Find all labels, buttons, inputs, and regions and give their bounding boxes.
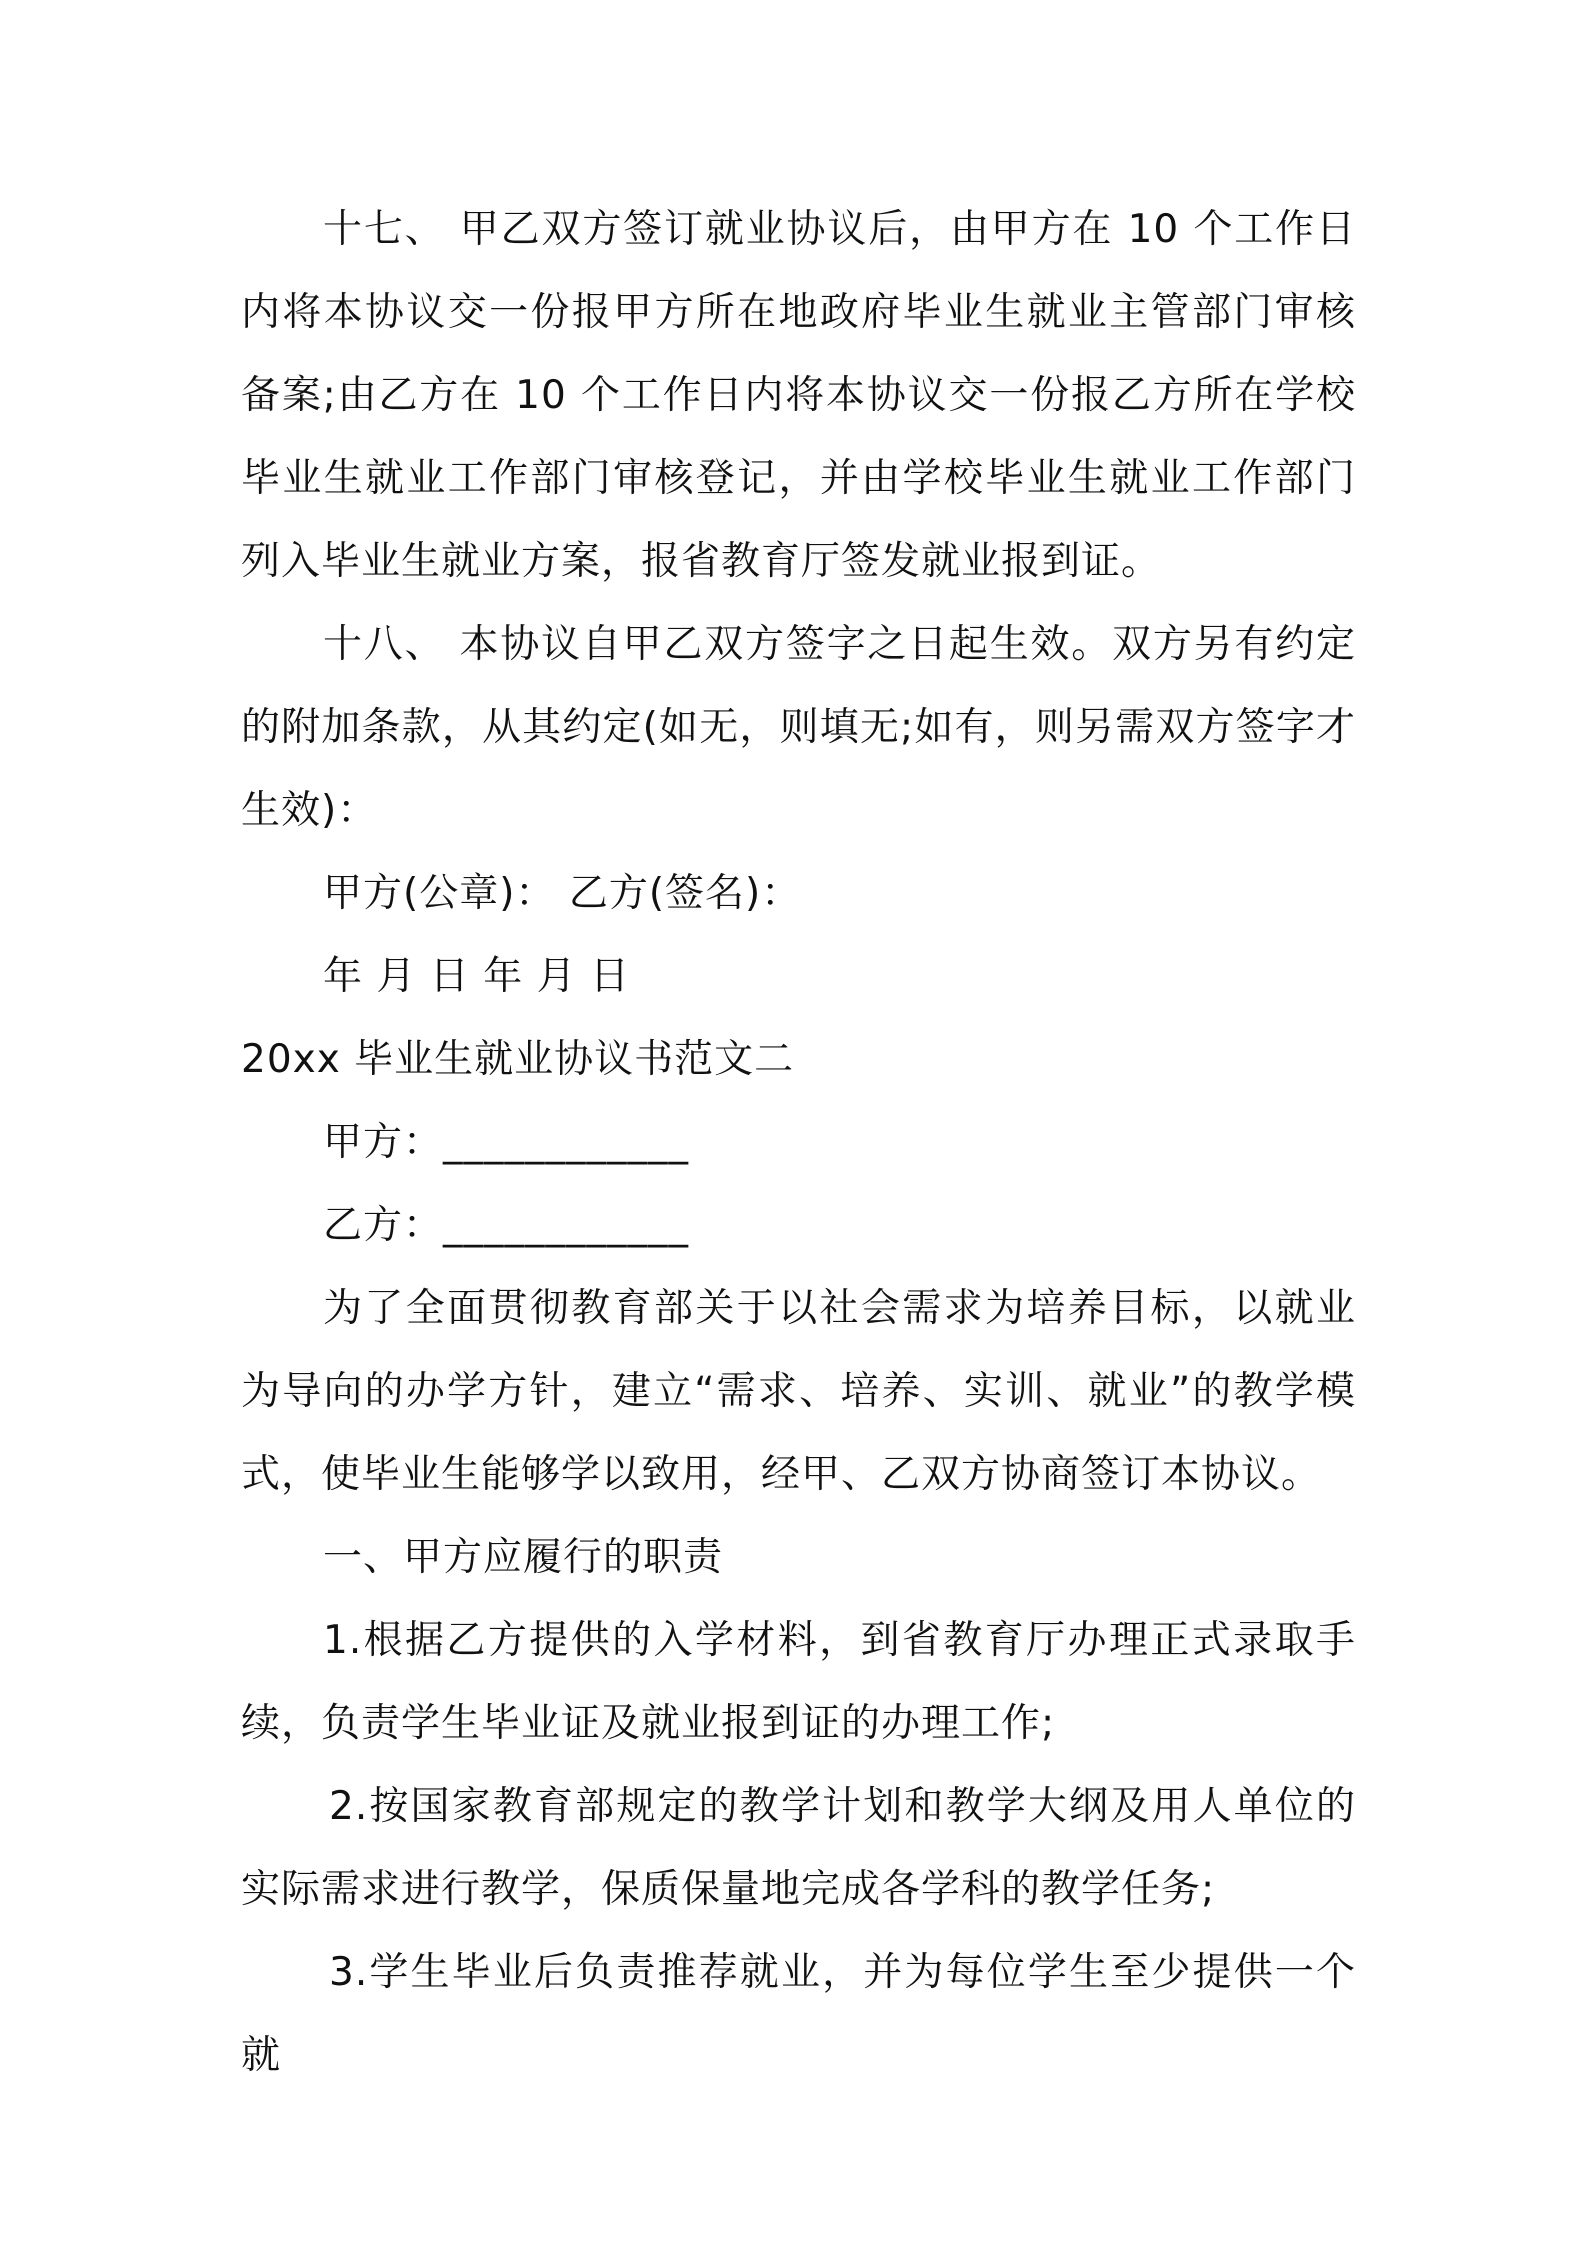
- paragraph-clause-18: 十八、 本协议自甲乙双方签字之日起生效。双方另有约定的附加条款，从其约定(如无，则填无;如有，则另需双方签字才生效)：: [241, 622, 1356, 833]
- duty-item-2: 2.按国家教育部规定的教学计划和教学大纲及用人单位的实际需求进行教学，保质保量地完成各学科的教学任务;: [241, 1784, 1356, 1912]
- document-body: [241, 188, 1356, 2097]
- duty-item-1: 1.根据乙方提供的入学材料，到省教育厅办理正式录取手续，负责学生毕业证及就业报到证的办理工作;: [241, 1618, 1356, 1746]
- party-b-line: 乙方：____________: [323, 1203, 690, 1248]
- intro-paragraph: 为了全面贯彻教育部关于以社会需求为培养目标，以就业为导向的办学方针，建立“需求、培养、实训、就业”的教学模式，使毕业生能够学以致用，经甲、乙双方协商签订本协议。: [241, 1286, 1356, 1497]
- signature-line: 甲方(公章)： 乙方(签名)：: [323, 871, 802, 916]
- duty-item-3: 3.学生毕业后负责推荐就业，并为每位学生至少提供一个就: [241, 1950, 1356, 2078]
- section-title: 20xx 毕业生就业协议书范文二: [241, 1037, 795, 1082]
- paragraph-clause-17: 十七、 甲乙双方签订就业协议后，由甲方在 10 个工作日内将本协议交一份报甲方所在地政府毕业生就业主管部门审核备案;由乙方在 10 个工作日内将本协议交一份报乙方所在学校毕业生就业工作部门审核登记，并由学校毕业生就业工作部门列入毕业生就业方案，报省教育厅签发就业报到证。: [241, 207, 1356, 584]
- heading-duties-party-a: 一、甲方应履行的职责: [323, 1535, 724, 1580]
- date-line: 年 月 日 年 月 日: [323, 954, 630, 999]
- party-a-line: 甲方：____________: [323, 1120, 690, 1165]
